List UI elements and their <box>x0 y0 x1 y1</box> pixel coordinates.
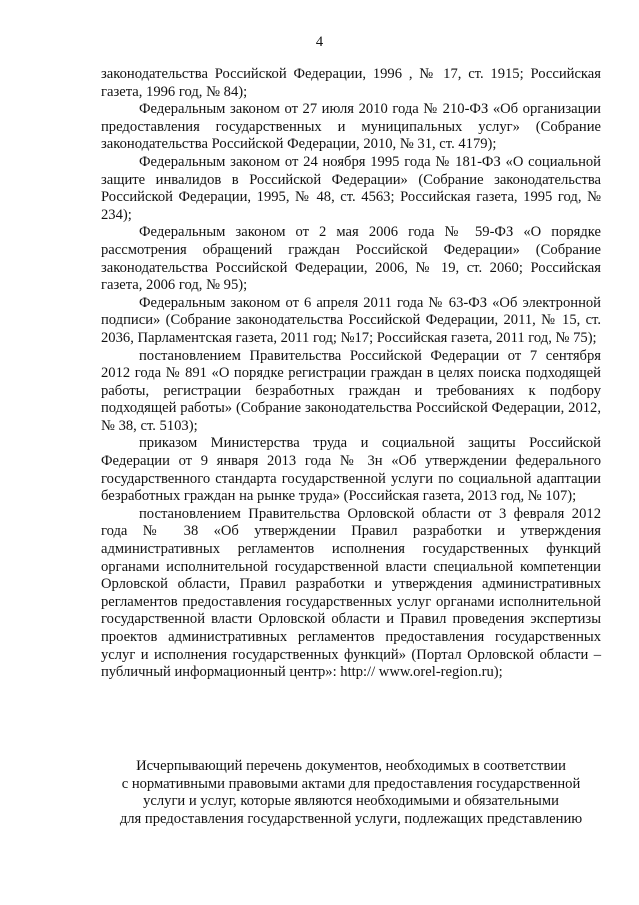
heading-line: для предоставления государственной услуги, подлежащих представлению <box>119 810 583 827</box>
paragraph: постановлением Правительства Российской Федерации от 7 сентября 2012 года № 891 «О порядке регистрации граждан в целях поиска подходящей работы, регистрации безработных граждан и требованиях к подбору подходящей работы» (Собрание законодательства Российской Федерации, 2012, № 38, ст. 5103); <box>101 347 601 434</box>
page-number: 4 <box>315 34 324 50</box>
paragraph: Федеральным законом от 24 ноября 1995 года № 181-ФЗ «О социальной защите инвалидов в Российской Федерации» (Собрание законодательства Российской Федерации, 1995, № 48, ст. 4563; Российская газета, 1995 год, № 234); <box>101 153 601 223</box>
paragraph: Федеральным законом от 6 апреля 2011 года № 63-ФЗ «Об электронной подписи» (Собрание законодательства Российской Федерации, 2011, № 15, ст. 2036, Парламентская газета, 2011 год; №17; Российская газета, 2011 год, № 75); <box>101 294 601 346</box>
document-body <box>101 66 601 682</box>
heading-line: с нормативными правовыми актами для предоставления государственной <box>121 775 581 792</box>
paragraph: Федеральным законом от 2 мая 2006 года № 59-ФЗ «О порядке рассмотрения обращений граждан Российской Федерации» (Собрание законодательства Российской Федерации, 2006, № 19, ст. 2060; Российская газета, 2006 год, № 95); <box>101 224 601 294</box>
section-heading <box>101 758 601 828</box>
paragraph: постановлением Правительства Орловской области от 3 февраля 2012 года № 38 «Об утверждении Правил разработки и утверждения административных регламентов исполнения государственных функций органами исполнительной государственной власти специальной компетенции Орловской области, Правил разработки и утверждения административных регламентов предоставления государственных услуг органами исполнительной государственной власти Орловской области и Правил проведения экспертизы проектов административных регламентов предоставления государственных услуг и исполнения государственных функций» (Портал Орловской области – публичный информационный центр»: http:// www.orel-region.ru); <box>101 505 601 681</box>
heading-line: Исчерпывающий перечень документов, необходимых в соответствии <box>136 758 566 774</box>
heading-line: услуги и услуг, которые являются необходимыми и обязательными <box>143 793 559 810</box>
paragraph: Федеральным законом от 27 июля 2010 года № 210-ФЗ «Об организации предоставления государственных и муниципальных услуг» (Собрание законодательства Российской Федерации, 2010, № 31, ст. 4179); <box>101 101 601 153</box>
paragraph: приказом Министерства труда и социальной защиты Российской Федерации от 9 января 2013 года № 3н «Об утверждении федерального государственного стандарта государственной услуги по социальной адаптации безработных граждан на рынке труда» (Российская газета, 2013 год, № 107); <box>101 435 601 505</box>
paragraph: законодательства Российской Федерации, 1996 , № 17, ст. 1915; Российская газета, 1996 год, № 84); <box>101 66 601 100</box>
